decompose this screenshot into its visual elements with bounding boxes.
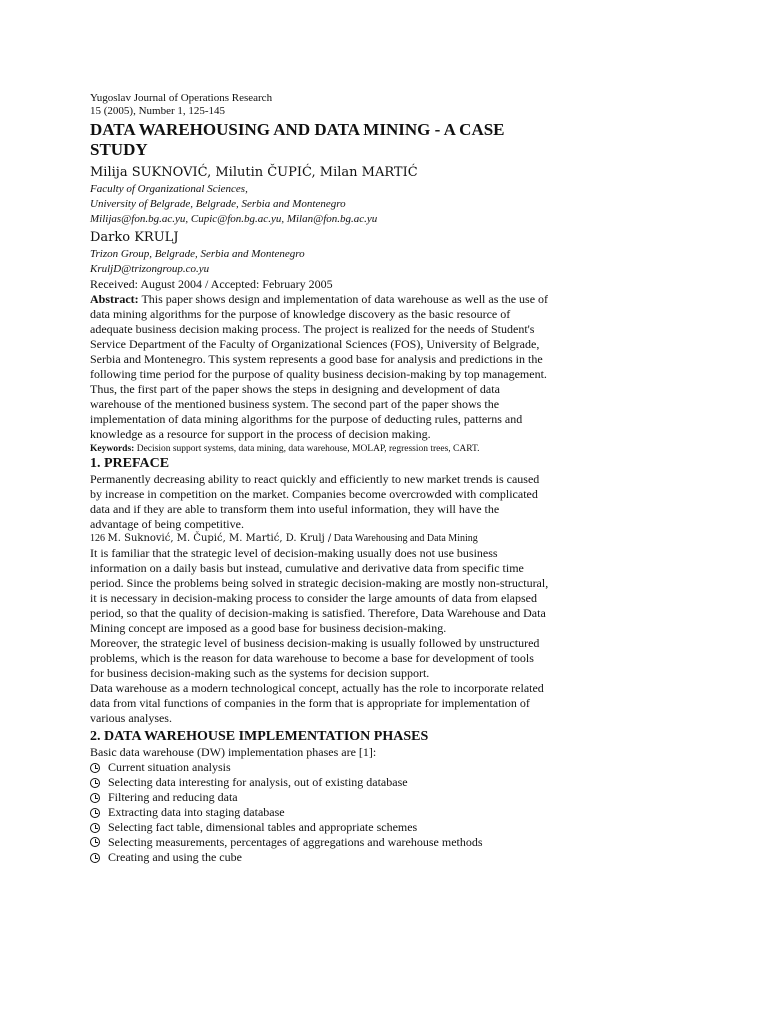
list-item: Filtering and reducing data — [90, 790, 550, 805]
clock-icon — [90, 837, 100, 847]
clock-icon — [90, 793, 100, 803]
preface-paragraph-1: Permanently decreasing ability to react quickly and efficiently to new market trends is caused by increase in competition on the market. Companies become overcrowded with complicated data and if they are able to transform them into useful information, they will have the advantage of being competitive. — [90, 472, 540, 531]
preface-paragraph-4: Data warehouse as a modern technological concept, actually has the role to incorporate related data from vital functions of companies in the form that is appropriate for implementation of various analyses. — [90, 681, 544, 725]
affiliation-faculty: Faculty of Organizational Sciences, — [90, 183, 248, 195]
clock-icon — [90, 808, 100, 818]
clock-icon — [90, 853, 100, 863]
list-item: Creating and using the cube — [90, 850, 550, 865]
preface-paragraph-3: Moreover, the strategic level of business decision-making is usually followed by unstructured problems, which is the reason for data warehouse to become a base for development of tools for business decision-making such as the systems for decision support. — [90, 636, 540, 680]
clock-icon — [90, 763, 100, 773]
running-head-authors: M. Suknović, M. Čupić, M. Martić, D. Krulj / — [107, 533, 332, 544]
abstract-label: Abstract: — [90, 292, 139, 306]
section-heading-implementation: 2. DATA WAREHOUSE IMPLEMENTATION PHASES — [90, 729, 429, 744]
journal-name: Yugoslav Journal of Operations Research — [90, 92, 273, 104]
list-item: Selecting fact table, dimensional tables and appropriate schemes — [90, 820, 550, 835]
running-head-page: 126 — [90, 533, 105, 544]
affiliation-emails: Milijas@fon.bg.ac.yu, Cupic@fon.bg.ac.yu, Milan@fon.bg.ac.yu — [90, 213, 378, 225]
authors-line-2: Darko KRULJ — [90, 230, 179, 245]
paper-title: DATA WAREHOUSING AND DATA MINING - A CASE STUDY — [90, 120, 505, 159]
list-item: Extracting data into staging database — [90, 805, 550, 820]
clock-icon — [90, 778, 100, 788]
list-item: Selecting data interesting for analysis, out of existing database — [90, 775, 550, 790]
paper-page — [90, 92, 550, 865]
authors-line-1: Milija SUKNOVIĆ, Milutin ČUPIĆ, Milan MARTIĆ — [90, 165, 418, 180]
running-head — [90, 532, 550, 546]
keywords-label: Keywords: — [90, 444, 135, 454]
journal-citation: 15 (2005), Number 1, 125-145 — [90, 105, 226, 117]
affiliation-trizon: Trizon Group, Belgrade, Serbia and Montenegro — [90, 248, 305, 260]
abstract-text: This paper shows design and implementation of data warehouse as well as the use of data mining algorithms for the purpose of knowledge discovery as the basic resource of adequate business decision making process. The project is realized for the needs of Student's Service Department of the Faculty of Organizational Sciences (FOS), University of Belgrade, Serbia and Montenegro. This system represents a good base for analysis and predictions in the following time period for the purpose of quality business decision-making by top management. — [90, 292, 549, 381]
list-item: Current situation analysis — [90, 760, 550, 775]
abstract — [90, 292, 550, 382]
list-item: Selecting measurements, percentages of aggregations and warehouse methods — [90, 835, 550, 850]
phases-list — [90, 760, 550, 865]
affiliation-university: University of Belgrade, Belgrade, Serbia and Montenegro — [90, 198, 346, 210]
preface-paragraph-2: It is familiar that the strategic level of decision-making usually does not use business information on a daily basis but instead, cumulative and derivative data from specific time period. Since the problems being solved in strategic decision-making are mostly non-structural, it is necessary in decision-making process to consider the large amounts of data from elapsed period, so that the quality of decision-making is satisfied. Therefore, Data Warehouse and Data Mining concept are imposed as a good base for business decision-making. — [90, 546, 549, 635]
abstract-text-2: Thus, the first part of the paper shows the steps in designing and development of data warehouse of the mentioned business system. The second part of the paper shows the implementation of data mining algorithms for the purpose of deducting rules, patterns and knowledge as a resource for support in the process of decision making. — [90, 382, 523, 441]
keywords — [90, 443, 550, 455]
received-dates: Received: August 2004 / Accepted: February 2005 — [90, 277, 333, 291]
section-heading-preface: 1. PREFACE — [90, 456, 170, 471]
clock-icon — [90, 823, 100, 833]
running-head-title: Data Warehousing and Data Mining — [333, 533, 478, 544]
keywords-text: Decision support systems, data mining, data warehouse, MOLAP, regression trees, CART. — [136, 444, 480, 454]
phases-intro: Basic data warehouse (DW) implementation phases are [1]: — [90, 745, 377, 759]
affiliation-trizon-email: KruljD@trizongroup.co.yu — [90, 263, 210, 275]
